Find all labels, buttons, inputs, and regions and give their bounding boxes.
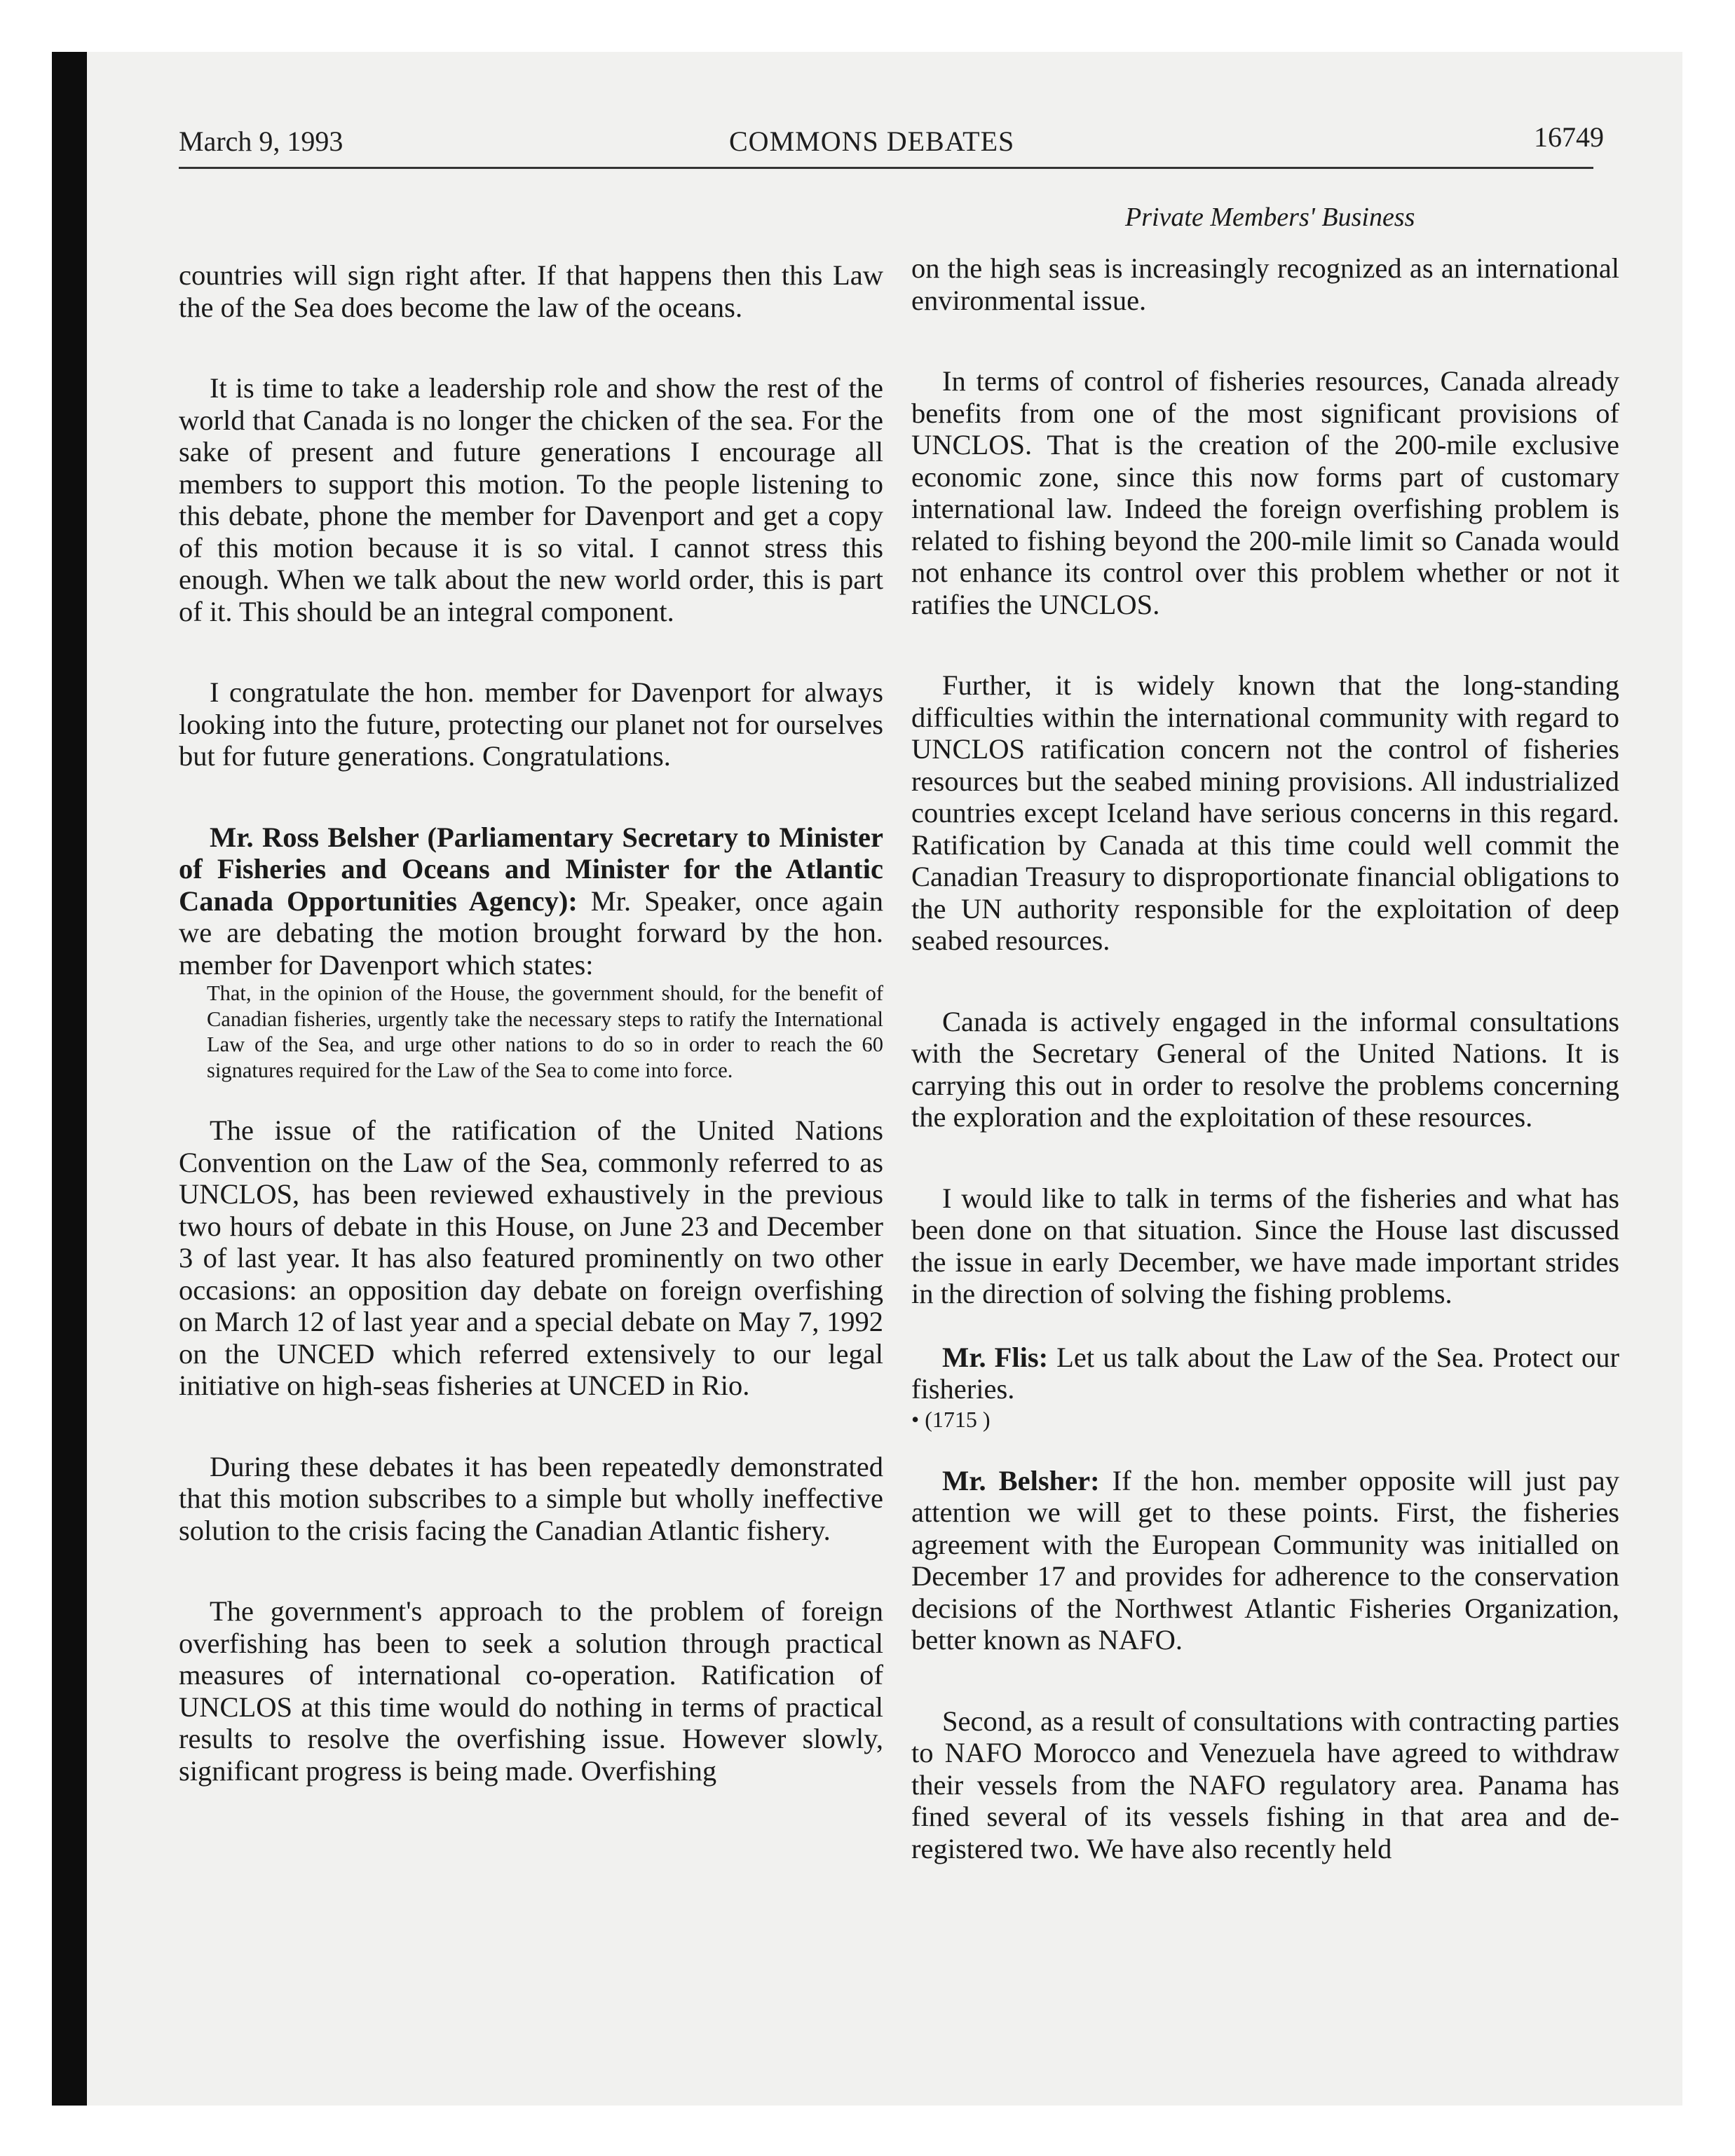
speaker-name: Mr. Belsher: — [942, 1464, 1100, 1496]
header-page-number: 16749 — [1534, 121, 1604, 153]
speech-paragraph — [911, 1465, 1619, 1656]
paragraph: The issue of the ratification of the United Nations Convention on the Law of the Sea, commonly referred to as UNCLOS, has been reviewed exhaustively in the previous two hours of debate in this House, on June 23 and December 3 of last year. It has also featured prominently on two other occasions: an opposition day debate on foreign overfishing on March 12 of last year and a special debate on May 7, 1992 on the UNCED which referred extensively to our legal initiative on high-seas fisheries at UNCED in Rio. — [179, 1114, 883, 1401]
paragraph: I would like to talk in terms of the fisheries and what has been done on that situation. Since the House last discussed the issue in early December, we have made important strides in the direction of solving the fishing problems. — [911, 1182, 1619, 1309]
speaker-name: Mr. Ross Belsher (Parliamentary Secretary to Minister of Fisheries and Oceans and Minister for the Atlantic Canada Opportunities Agency): — [179, 821, 883, 917]
paragraph: on the high seas is increasingly recognized as an international environmental issue. — [911, 252, 1619, 316]
left-column — [179, 259, 883, 1787]
speech-text: If the hon. member opposite will just pay attention we will get to these points. First, the fisheries agreement with the European Community was initialled on December 17 and provides for adherence to the conservation decisions of the Northwest Atlantic Fisheries Organization, better known as NAFO. — [911, 1464, 1619, 1656]
paragraph: The government's approach to the problem of foreign overfishing has been to seek a solution through practical measures of international co-operation. Ratification of UNCLOS at this time would do nothing in terms of practical results to resolve the overfishing issue. However slowly, significant progress is being made. Overfishing — [179, 1595, 883, 1787]
speech-text: Mr. Speaker, once again we are debating the motion brought forward by the hon. member for Davenport which states: — [179, 885, 883, 981]
speech-text: Let us talk about the Law of the Sea. Protect our fisheries. — [911, 1341, 1619, 1405]
time-marker: • (1715 ) — [911, 1406, 991, 1432]
paragraph: Canada is actively engaged in the informal consultations with the Secretary General of the United Nations. It is carrying this out in order to resolve the problems concerning the exploration and the exploitation of these resources. — [911, 1005, 1619, 1133]
paragraph: In terms of control of fisheries resources, Canada already benefits from one of the most significant provisions of UNCLOS. That is the creation of the 200-mile exclusive economic zone, since this now forms part of customary international law. Indeed the foreign overfishing problem is related to fishing beyond the 200-mile limit so Canada would not enhance its control over this problem whether or not it ratifies the UNCLOS. — [911, 365, 1619, 620]
header-rule — [179, 167, 1593, 169]
header-date: March 9, 1993 — [179, 125, 343, 157]
paragraph: During these debates it has been repeatedly demonstrated that this motion subscribes to a simple but wholly ineffective solution to the crisis facing the Canadian Atlantic fishery. — [179, 1450, 883, 1546]
paragraph: Second, as a result of consultations with contracting parties to NAFO Morocco and Venezuela have agreed to withdraw their vessels from the NAFO regulatory area. Panama has fined several of its vessels fishing in that area and de-registered two. We have also recently held — [911, 1705, 1619, 1864]
paragraph: countries will sign right after. If that happens then this Law the of the Sea does become the law of the oceans. — [179, 259, 883, 323]
section-title: Private Members' Business — [1125, 203, 1415, 232]
speech-paragraph — [911, 1342, 1619, 1405]
paragraph: It is time to take a leadership role and show the rest of the world that Canada is no longer the chicken of the sea. For the sake of present and future generations I encourage all members to support this motion. To the people listening to this debate, phone the member for Davenport and get a copy of this motion because it is so vital. I cannot stress this enough. When we talk about the new world order, this is part of it. This should be an integral component. — [179, 372, 883, 627]
scan-binding-edge — [52, 52, 87, 2106]
paragraph: I congratulate the hon. member for Davenport for always looking into the future, protecting our planet not for ourselves but for future generations. Congratulations. — [179, 676, 883, 772]
right-column — [911, 252, 1619, 1864]
paragraph: Further, it is widely known that the long-standing difficulties within the international community with regard to UNCLOS ratification concern not the control of fisheries resources but the seabed mining provisions. All industrialized countries except Iceland have serious concerns in this regard. Ratification by Canada at this time could well commit the Canadian Treasury to disproportionate financial obligations to the UN authority responsible for the exploitation of deep seabed resources. — [911, 669, 1619, 956]
speaker-name: Mr. Flis: — [942, 1341, 1049, 1373]
speech-paragraph — [179, 821, 883, 981]
header-title: COMMONS DEBATES — [729, 125, 1015, 157]
motion-quote: That, in the opinion of the House, the government should, for the benefit of Canadian fisheries, urgently take the necessary steps to ratify the International Law of the Sea, and urge other nations to do so in order to reach the 60 signatures required for the Law of the Sea to come into force. — [207, 981, 883, 1082]
